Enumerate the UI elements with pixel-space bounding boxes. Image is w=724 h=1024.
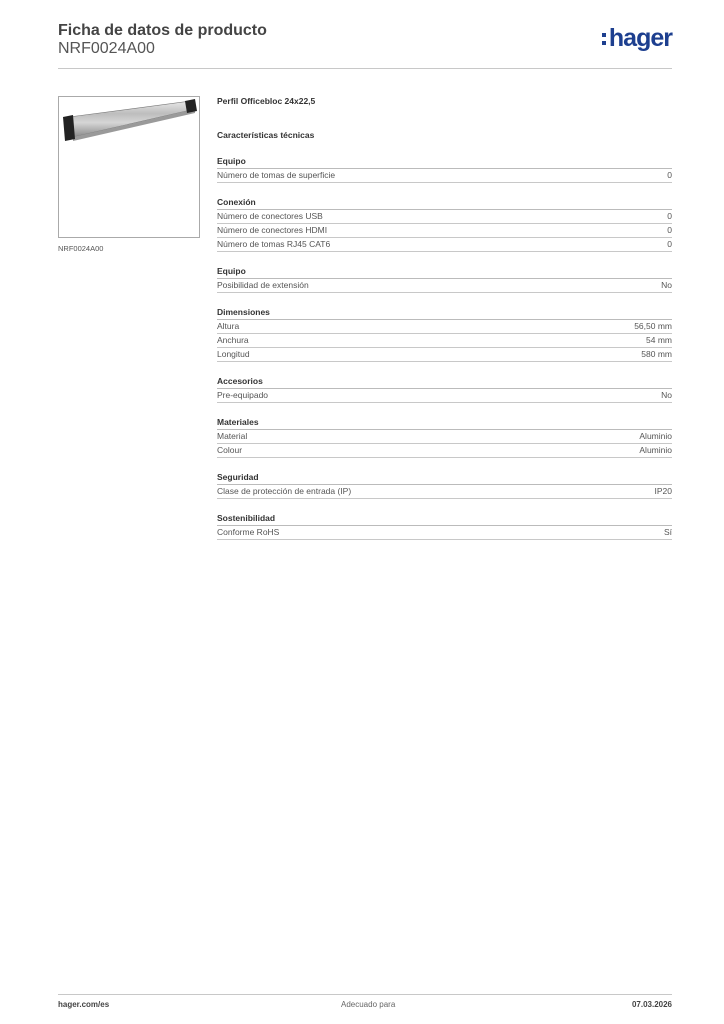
- spec-row: [217, 334, 672, 348]
- spec-section: [217, 156, 672, 183]
- spec-section: [217, 472, 672, 499]
- spec-value: 56,50 mm: [634, 321, 672, 331]
- spec-section-title: Equipo: [217, 266, 672, 279]
- spec-row: [217, 430, 672, 444]
- spec-value: 0: [667, 225, 672, 235]
- page-footer: [58, 994, 672, 1015]
- spec-section: [217, 417, 672, 458]
- hager-logo: [602, 24, 672, 53]
- spec-section: [217, 197, 672, 252]
- spec-value: Aluminio: [639, 445, 672, 455]
- spec-value: No: [661, 390, 672, 400]
- spec-value: Aluminio: [639, 431, 672, 441]
- spec-label: Longitud: [217, 349, 250, 359]
- spec-value: 580 mm: [641, 349, 672, 359]
- footer-date: 07.03.2026: [631, 1000, 672, 1009]
- spec-section-title: Materiales: [217, 417, 672, 430]
- spec-value: IP20: [654, 486, 672, 496]
- spec-label: Material: [217, 431, 248, 441]
- spec-label: Anchura: [217, 335, 249, 345]
- footer-suitable-for: Adecuado para: [341, 1000, 396, 1009]
- spec-section: [217, 513, 672, 540]
- spec-row: [217, 210, 672, 224]
- spec-section-title: Seguridad: [217, 472, 672, 485]
- spec-value: 0: [667, 170, 672, 180]
- product-name: Perfil Officebloc 24x22,5: [217, 96, 316, 106]
- spec-section-title: Sostenibilidad: [217, 513, 672, 526]
- spec-row: [217, 169, 672, 183]
- spec-value: No: [661, 280, 672, 290]
- spec-label: Clase de protección de entrada (IP): [217, 486, 352, 496]
- spec-row: [217, 526, 672, 540]
- spec-row: [217, 444, 672, 458]
- spec-section-title: Conexión: [217, 197, 672, 210]
- spec-label: Número de conectores HDMI: [217, 225, 328, 235]
- product-image: [58, 96, 200, 238]
- spec-section-title: Dimensiones: [217, 307, 672, 320]
- page-header: [58, 20, 672, 69]
- product-code: NRF0024A00: [58, 40, 155, 57]
- spec-row: [217, 320, 672, 334]
- spec-section-title: Accesorios: [217, 376, 672, 389]
- spec-sections: [217, 156, 672, 540]
- logo-dots-icon: [602, 33, 606, 45]
- technical-characteristics-title: Características técnicas: [217, 130, 315, 140]
- spec-row: [217, 485, 672, 499]
- spec-row: [217, 348, 672, 362]
- spec-section: [217, 376, 672, 403]
- spec-label: Número de conectores USB: [217, 211, 323, 221]
- aluminium-profile-image: [59, 97, 199, 237]
- spec-label: Número de tomas RJ45 CAT6: [217, 239, 331, 249]
- spec-label: Colour: [217, 445, 243, 455]
- image-caption: NRF0024A00: [58, 244, 104, 253]
- spec-label: Número de tomas de superficie: [217, 170, 336, 180]
- footer-website: hager.com/es: [58, 1000, 110, 1009]
- spec-row: [217, 224, 672, 238]
- spec-row: [217, 389, 672, 403]
- logo-text: hager: [608, 24, 672, 52]
- spec-label: Altura: [217, 321, 240, 331]
- spec-label: Pre-equipado: [217, 390, 269, 400]
- spec-value: 54 mm: [646, 335, 672, 345]
- spec-row: [217, 238, 672, 252]
- spec-value: 0: [667, 211, 672, 221]
- document-title: Ficha de datos de producto: [58, 22, 267, 39]
- spec-section-title: Equipo: [217, 156, 672, 169]
- spec-value: 0: [667, 239, 672, 249]
- product-details: [217, 96, 672, 540]
- spec-label: Posibilidad de extensión: [217, 280, 309, 290]
- spec-value: Sí: [663, 527, 672, 537]
- spec-row: [217, 279, 672, 293]
- spec-section: [217, 307, 672, 362]
- spec-section: [217, 266, 672, 293]
- spec-label: Conforme RoHS: [217, 527, 280, 537]
